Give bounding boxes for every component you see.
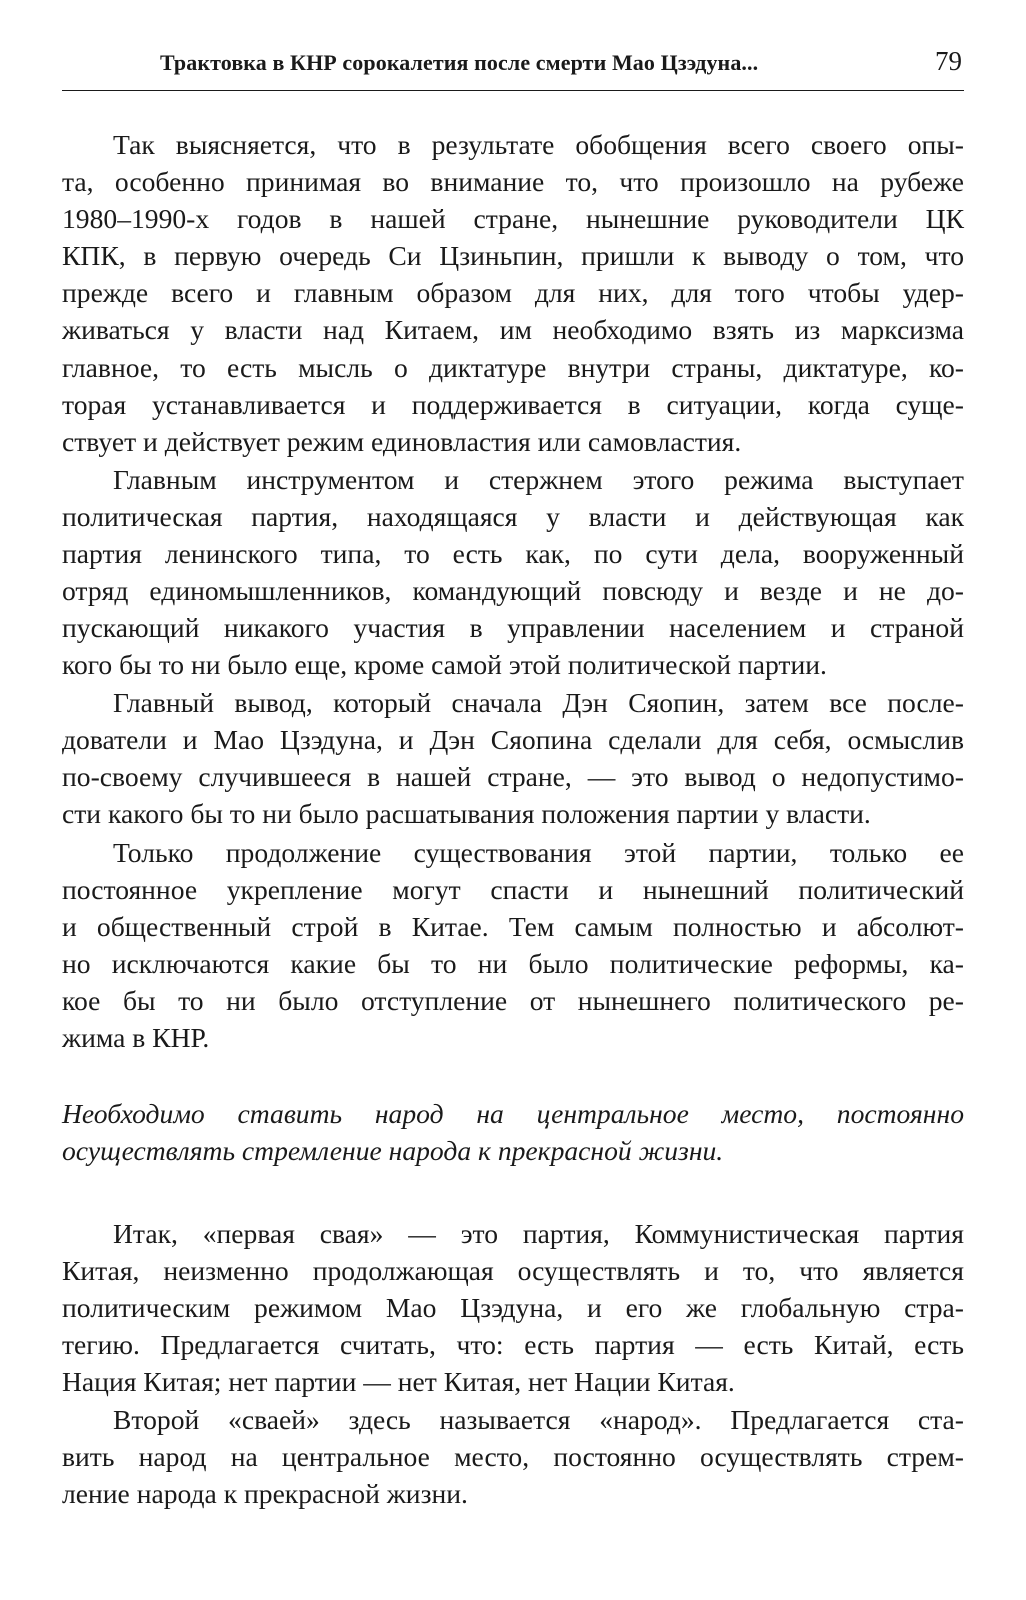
text-line: ствует и действует режим единовластия или самовластия. (62, 425, 742, 457)
text-line: кого бы то ни было еще, кроме самой этой политической партии. (62, 649, 827, 681)
text-line: постоянное укрепление могут спасти и нынешний политический (62, 874, 964, 906)
text-line: прежде всего и главным образом для них, для того чтобы удер- (62, 277, 964, 309)
text-line: политическая партия, находящаяся у власти и действующая как (62, 501, 964, 533)
paragraph (62, 684, 964, 832)
text-line: вить народ на центральное место, постоянно осуществлять стрем- (62, 1441, 964, 1473)
text-line: жима в КНР. (62, 1022, 210, 1054)
page-number: 79 (935, 46, 962, 76)
text-line: торая устанавливается и поддерживается в ситуации, когда суще- (62, 388, 964, 420)
text-line: но исключаются какие бы то ни было политические реформы, ка- (62, 948, 964, 980)
text-line: Главным инструментом и стержнем этого режима выступает (113, 464, 964, 495)
text-line: Необходимо ставить народ на центральное место, постоянно (62, 1098, 964, 1129)
paragraph (62, 1401, 964, 1512)
text-line: осуществлять стремление народа к прекрасной жизни. (62, 1135, 724, 1167)
text-line: тегию. Предлагается считать, что: есть партия — есть Китай, есть (62, 1329, 964, 1361)
running-title: Трактовка в КНР сорокалетия после смерти Мао Цзэдуна... (160, 50, 759, 75)
text-line: по-своему случившееся в нашей стране, — это вывод о недопустимо- (62, 761, 964, 793)
running-header (62, 46, 964, 91)
section-subheading (62, 1095, 964, 1169)
text-line: 1980–1990-х годов в нашей стране, нынешние руководители ЦК (62, 203, 964, 235)
text-line: сти какого бы то ни было расшатывания положения партии у власти. (62, 798, 871, 830)
text-line: Так выясняется, что в результате обобщения всего своего опы- (113, 129, 964, 160)
text-line: партия ленинского типа, то есть как, по сути дела, вооруженный (62, 538, 964, 570)
text-line: живаться у власти над Китаем, им необходимо взять из марксизма (62, 314, 964, 346)
text-line: Только продолжение существования этой партии, только ее (113, 837, 964, 868)
text-line: пускающий никакого участия в управлении населением и страной (62, 612, 964, 644)
text-line: дователи и Мао Цзэдуна, и Дэн Сяопина сделали для себя, осмыслив (62, 724, 964, 756)
text-line: Итак, «первая свая» — это партия, Коммунистическая партия (113, 1218, 964, 1249)
text-line: главное, то есть мысль о диктатуре внутри страны, диктатуре, ко- (62, 351, 964, 383)
text-line: та, особенно принимая во внимание то, что произошло на рубеже (62, 166, 964, 198)
paragraph (62, 126, 964, 460)
paragraph (62, 834, 964, 1057)
text-line: Китая, неизменно продолжающая осуществлять и то, что является (62, 1255, 964, 1287)
text-line: Второй «сваей» здесь называется «народ». Предлагается ста- (113, 1404, 964, 1435)
text-line: КПК, в первую очередь Си Цзиньпин, пришли к выводу о том, что (62, 240, 964, 272)
paragraph (62, 461, 964, 684)
text-line: Нация Китая; нет партии — нет Китая, нет Нации Китая. (62, 1366, 735, 1398)
paragraph (62, 1215, 964, 1400)
text-line: кое бы то ни было отступление от нынешнего политического ре- (62, 985, 964, 1017)
text-line: отряд единомышленников, командующий повсюду и везде и не до- (62, 575, 964, 607)
text-line: и общественный строй в Китае. Тем самым полностью и абсолют- (62, 911, 964, 943)
text-line: ление народа к прекрасной жизни. (62, 1478, 468, 1510)
text-line: политическим режимом Мао Цзэдуна, и его же глобальную стра- (62, 1292, 964, 1324)
text-line: Главный вывод, который сначала Дэн Сяопин, затем все после- (113, 687, 964, 718)
